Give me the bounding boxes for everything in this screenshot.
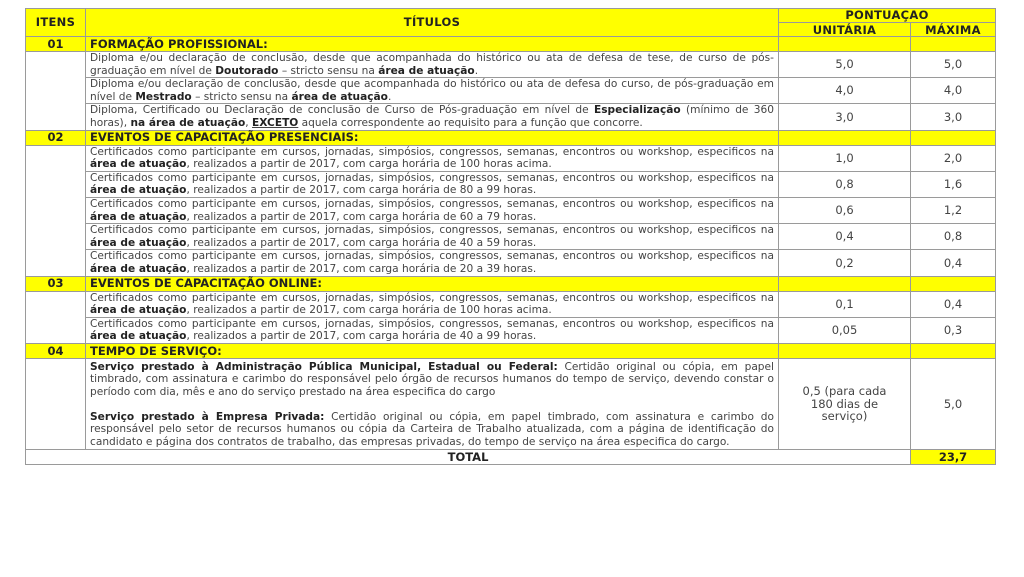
text-bold: área de atuação [90, 210, 187, 223]
table-row [26, 171, 996, 197]
section-title: TEMPO DE SERVIÇO: [86, 343, 779, 358]
bold-wrap [90, 361, 558, 373]
text-bold: área de atuação [90, 262, 187, 275]
section-row [26, 276, 996, 291]
text-bold: Serviço prestado à Empresa Privada: [90, 410, 325, 423]
title-description [86, 317, 779, 343]
section-row [26, 130, 996, 145]
bold-wrap [90, 211, 186, 223]
section-max-empty [911, 37, 996, 52]
title-description [86, 52, 779, 78]
title-description [86, 358, 779, 450]
text-segment: , realizados a partir de 2017, com carga horária de 20 a 39 horas. [186, 262, 537, 275]
text-bold: Mestrado [135, 90, 192, 103]
text-bold: área de atuação [378, 64, 475, 77]
text-segment: Certificados como participante em cursos, jornadas, simpósios, congressos, semanas, encontros ou workshop, especificos na [90, 224, 774, 237]
text-segment: , realizados a partir de 2017, com carga horária de 80 a 99 horas. [186, 184, 537, 197]
section-row [26, 37, 996, 52]
unit-score: 0,4 [779, 224, 911, 250]
table-row [26, 145, 996, 171]
bold-wrap [215, 65, 278, 77]
item-empty-cell [26, 358, 86, 450]
max-score: 1,6 [911, 171, 996, 197]
text-segment: , realizados a partir de 2017, com carga horária de 60 a 79 horas. [186, 210, 537, 223]
bold-wrap [291, 91, 387, 103]
text-segment: Certificados como participante em cursos, jornadas, simpósios, congressos, semanas, encontros ou workshop, especificos na [90, 197, 774, 210]
section-number: 03 [26, 276, 86, 291]
section-number: 04 [26, 343, 86, 358]
section-title: EVENTOS DE CAPACITAÇÃO PRESENCIAIS: [86, 130, 779, 145]
table-row [26, 317, 996, 343]
unit-score: 0,1 [779, 291, 911, 317]
bold-wrap [130, 117, 245, 129]
section-unit-empty [779, 130, 911, 145]
bold-wrap [90, 237, 186, 249]
section-unit-empty [779, 343, 911, 358]
description-paragraph [90, 411, 774, 449]
max-score: 4,0 [911, 78, 996, 104]
table-row [26, 78, 996, 104]
section-title: EVENTOS DE CAPACITAÇÃO ONLINE: [86, 276, 779, 291]
text-segment: Certificados como participante em cursos, jornadas, simpósios, congressos, semanas, encontros ou workshop, especificos na [90, 317, 774, 330]
section-row [26, 343, 996, 358]
text-segment: (mínimo de 360 horas), [90, 104, 774, 129]
unit-score: 0,2 [779, 250, 911, 276]
bold-wrap [90, 330, 186, 342]
total-label: TOTAL [26, 450, 911, 465]
title-description [86, 250, 779, 276]
unit-score: 0,6 [779, 197, 911, 223]
text-bold: Serviço prestado à Administração Pública Municipal, Estadual ou Federal: [90, 360, 558, 373]
bold-wrap [135, 91, 191, 103]
header-pontuacao: PONTUAÇAO [779, 9, 996, 23]
bold-wrap [90, 263, 186, 275]
section-unit-empty [779, 37, 911, 52]
unit-score: 0,05 [779, 317, 911, 343]
text-bold: EXCETO [252, 116, 299, 129]
item-empty-cell [26, 52, 86, 131]
score-table [25, 8, 996, 465]
section-unit-empty [779, 276, 911, 291]
title-description [86, 104, 779, 130]
max-score: 5,0 [911, 52, 996, 78]
text-segment: . [474, 64, 479, 77]
title-description [86, 224, 779, 250]
title-description [86, 145, 779, 171]
text-segment: , realizados a partir de 2017, com carga horária de 100 horas acima. [186, 304, 552, 317]
text-segment: Certificados como participante em cursos, jornadas, simpósios, congressos, semanas, encontros ou workshop, especificos na [90, 291, 774, 304]
text-bold: área de atuação [90, 236, 187, 249]
title-description [86, 171, 779, 197]
max-score: 0,3 [911, 317, 996, 343]
total-row [26, 450, 996, 465]
text-segment: , [245, 116, 253, 129]
bold-wrap [90, 411, 324, 423]
text-segment: , realizados a partir de 2017, com carga horária de 100 horas acima. [186, 158, 552, 171]
bold-wrap [252, 117, 298, 129]
title-description [86, 78, 779, 104]
description-paragraph [90, 361, 774, 399]
section-max-empty [911, 276, 996, 291]
text-bold: Doutorado [215, 64, 279, 77]
header-itens: ITENS [26, 9, 86, 37]
table-row [26, 358, 996, 450]
table-row [26, 250, 996, 276]
max-score: 0,4 [911, 291, 996, 317]
text-segment: – stricto sensu na [191, 90, 292, 103]
text-bold: área de atuação [90, 330, 187, 343]
bold-wrap [90, 158, 186, 170]
text-bold: Especialização [594, 104, 681, 117]
text-bold: área de atuação [90, 184, 187, 197]
max-score: 2,0 [911, 145, 996, 171]
table-row [26, 52, 996, 78]
max-score: 1,2 [911, 197, 996, 223]
table-row [26, 291, 996, 317]
section-number: 01 [26, 37, 86, 52]
bold-wrap [378, 65, 474, 77]
bold-wrap [594, 104, 681, 116]
text-segment: Certificados como participante em cursos, jornadas, simpósios, congressos, semanas, encontros ou workshop, especificos na [90, 145, 774, 158]
unit-score: 0,5 (para cada 180 dias de serviço) [779, 358, 911, 450]
unit-score: 3,0 [779, 104, 911, 130]
text-segment: Certidão original ou cópia, em papel timbrado, com assinatura e carimbo do responsável pelo setor de recursos humanos ou cópia da Carteira de Trabalho atualizada, com a página de identificação do candidato e página dos contratos de trabalho, das empresas privadas, do tempo de serviço na área especifica do cargo. [90, 410, 774, 448]
text-segment: Diploma e/ou declaração de conclusão, desde que acompanhada do histórico ou ata de defesa de tese, de curso de pós-graduação em nível de [90, 52, 774, 77]
section-title: FORMAÇÃO PROFISSIONAL: [86, 37, 779, 52]
score-table-wrapper [25, 8, 995, 465]
unit-score: 1,0 [779, 145, 911, 171]
bold-wrap [90, 184, 186, 196]
title-description [86, 291, 779, 317]
section-max-empty [911, 130, 996, 145]
text-bold: na área de atuação [130, 116, 246, 129]
section-number: 02 [26, 130, 86, 145]
max-score: 0,8 [911, 224, 996, 250]
text-bold: área de atuação [90, 158, 187, 171]
max-score: 5,0 [911, 358, 996, 450]
text-segment: Diploma e/ou declaração de conclusão, desde que acompanhada do histórico ou ata de defesa do curso, de pós-graduação em nível de [90, 78, 774, 103]
text-segment: , realizados a partir de 2017, com carga horária de 40 a 99 horas. [186, 330, 537, 343]
underline-wrap [252, 117, 298, 129]
text-bold: área de atuação [90, 304, 187, 317]
text-bold: área de atuação [291, 90, 388, 103]
unit-score: 5,0 [779, 52, 911, 78]
unit-score: 4,0 [779, 78, 911, 104]
max-score: 0,4 [911, 250, 996, 276]
item-empty-cell [26, 145, 86, 276]
unit-score: 0,8 [779, 171, 911, 197]
item-empty-cell [26, 291, 86, 343]
max-score: 3,0 [911, 104, 996, 130]
table-row [26, 197, 996, 223]
table-row [26, 224, 996, 250]
header-maxima: MÁXIMA [911, 23, 996, 37]
paragraph-gap [90, 399, 774, 411]
text-segment: aquela correspondente ao requisito para a função que concorre. [298, 116, 643, 129]
text-segment: – stricto sensu na [278, 64, 379, 77]
score-table-body [26, 37, 996, 450]
text-segment: . [387, 90, 392, 103]
bold-wrap [90, 304, 186, 316]
table-row [26, 104, 996, 130]
header-titulos: TÍTULOS [86, 9, 779, 37]
text-segment: Certificados como participante em cursos, jornadas, simpósios, congressos, semanas, encontros ou workshop, especificos na [90, 250, 774, 263]
header-unitaria: UNITÁRIA [779, 23, 911, 37]
title-description [86, 197, 779, 223]
total-value: 23,7 [911, 450, 996, 465]
text-segment: Certidão original ou cópia, em papel timbrado, com assinatura e carimbo do responsável pelo órgão de recursos humanos do tempo de serviço, devendo constar o período com dia, mês e ano do serviço prestado na área especifica do cargo [90, 360, 774, 399]
text-segment: Diploma, Certificado ou Declaração de conclusão de Curso de Pós-graduação em nível de [90, 104, 594, 117]
text-segment: , realizados a partir de 2017, com carga horária de 40 a 59 horas. [186, 236, 537, 249]
text-segment: Certificados como participante em cursos, jornadas, simpósios, congressos, semanas, encontros ou workshop, especificos na [90, 171, 774, 184]
section-max-empty [911, 343, 996, 358]
